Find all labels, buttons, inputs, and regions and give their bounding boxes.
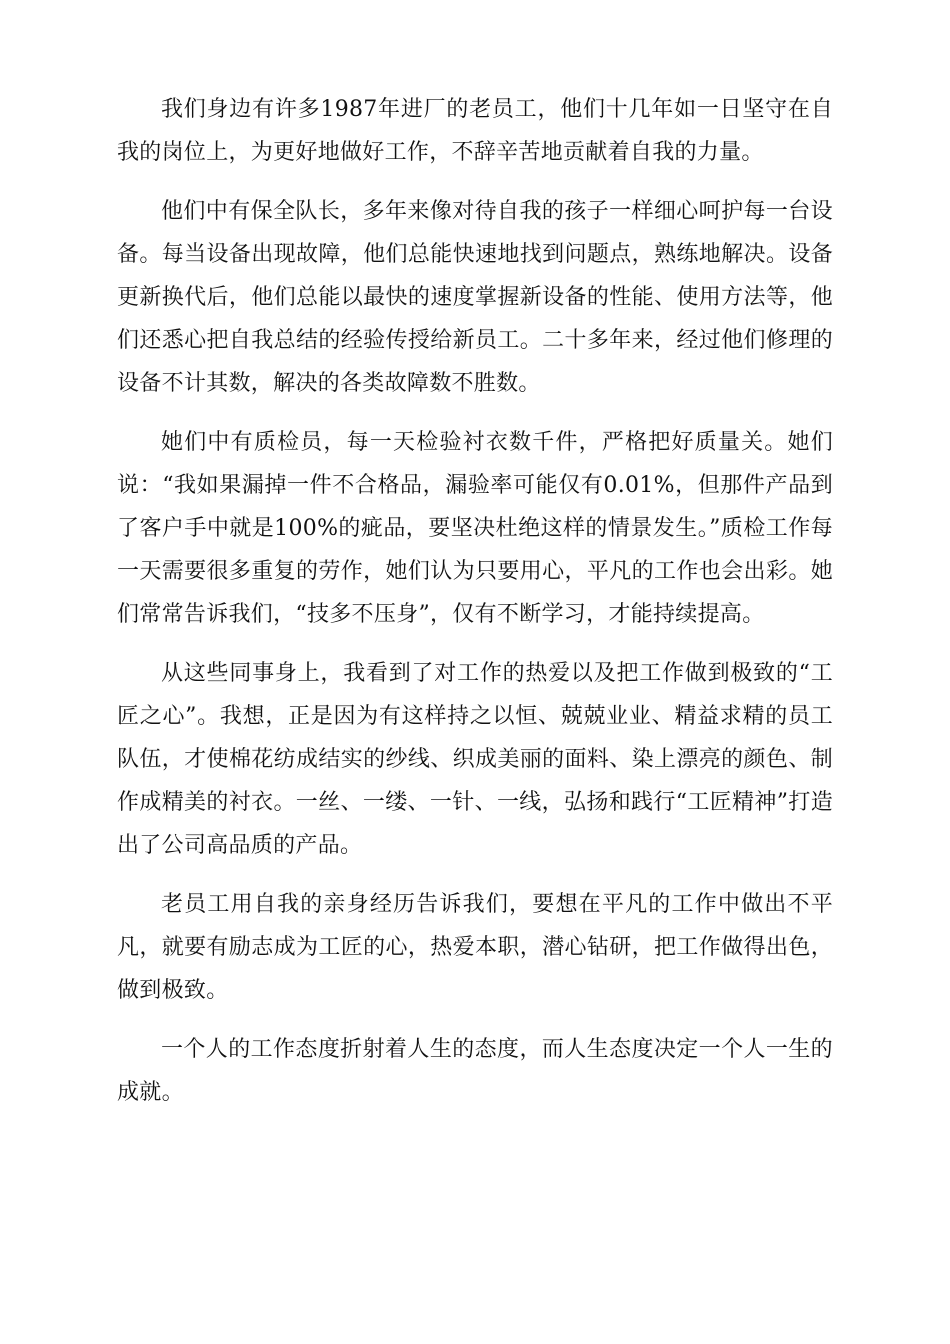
paragraph-4: 从这些同事身上，我看到了对工作的热爱以及把工作做到极致的“工匠之心”。我想，正是因为有这样持之以恒、兢兢业业、精益求精的员工队伍，才使棉花纺成结实的纱线、织成美丽的面料、染上漂亮的颜色、制作成精美的衬衣。一丝、一缕、一针、一线，弘扬和践行“工匠精神”打造出了公司高品质的产品。 [117, 661, 833, 858]
paragraph-2: 他们中有保全队长，多年来像对待自我的孩子一样细心呵护每一台设备。每当设备出现故障，他们总能快速地找到问题点，熟练地解决。设备更新换代后，他们总能以最快的速度掌握新设备的性能、使用方法等，他们还悉心把自我总结的经验传授给新员工。二十多年来，经过他们修理的设备不计其数，解决的各类故障数不胜数。 [117, 199, 833, 396]
paragraph-6: 一个人的工作态度折射着人生的态度，而人生态度决定一个人一生的成就。 [117, 1037, 833, 1105]
paragraph-5: 老员工用自我的亲身经历告诉我们，要想在平凡的工作中做出不平凡，就要有励志成为工匠的心，热爱本职，潜心钻研，把工作做得出色，做到极致。 [117, 892, 833, 1003]
paragraph-1: 我们身边有许多1987年进厂的老员工，他们十几年如一日坚守在自我的岗位上，为更好地做好工作，不辞辛苦地贡献着自我的力量。 [117, 97, 833, 165]
paragraph-3: 她们中有质检员，每一天检验衬衣数千件，严格把好质量关。她们说：“我如果漏掉一件不合格品，漏验率可能仅有0.01%，但那件产品到了客户手中就是100%的疵品，要坚决杜绝这样的情景发生。”质检工作每一天需要很多重复的劳作，她们认为只要用心，平凡的工作也会出彩。她们常常告诉我们，“技多不压身”，仅有不断学习，才能持续提高。 [117, 430, 833, 627]
document-body [117, 88, 833, 1130]
